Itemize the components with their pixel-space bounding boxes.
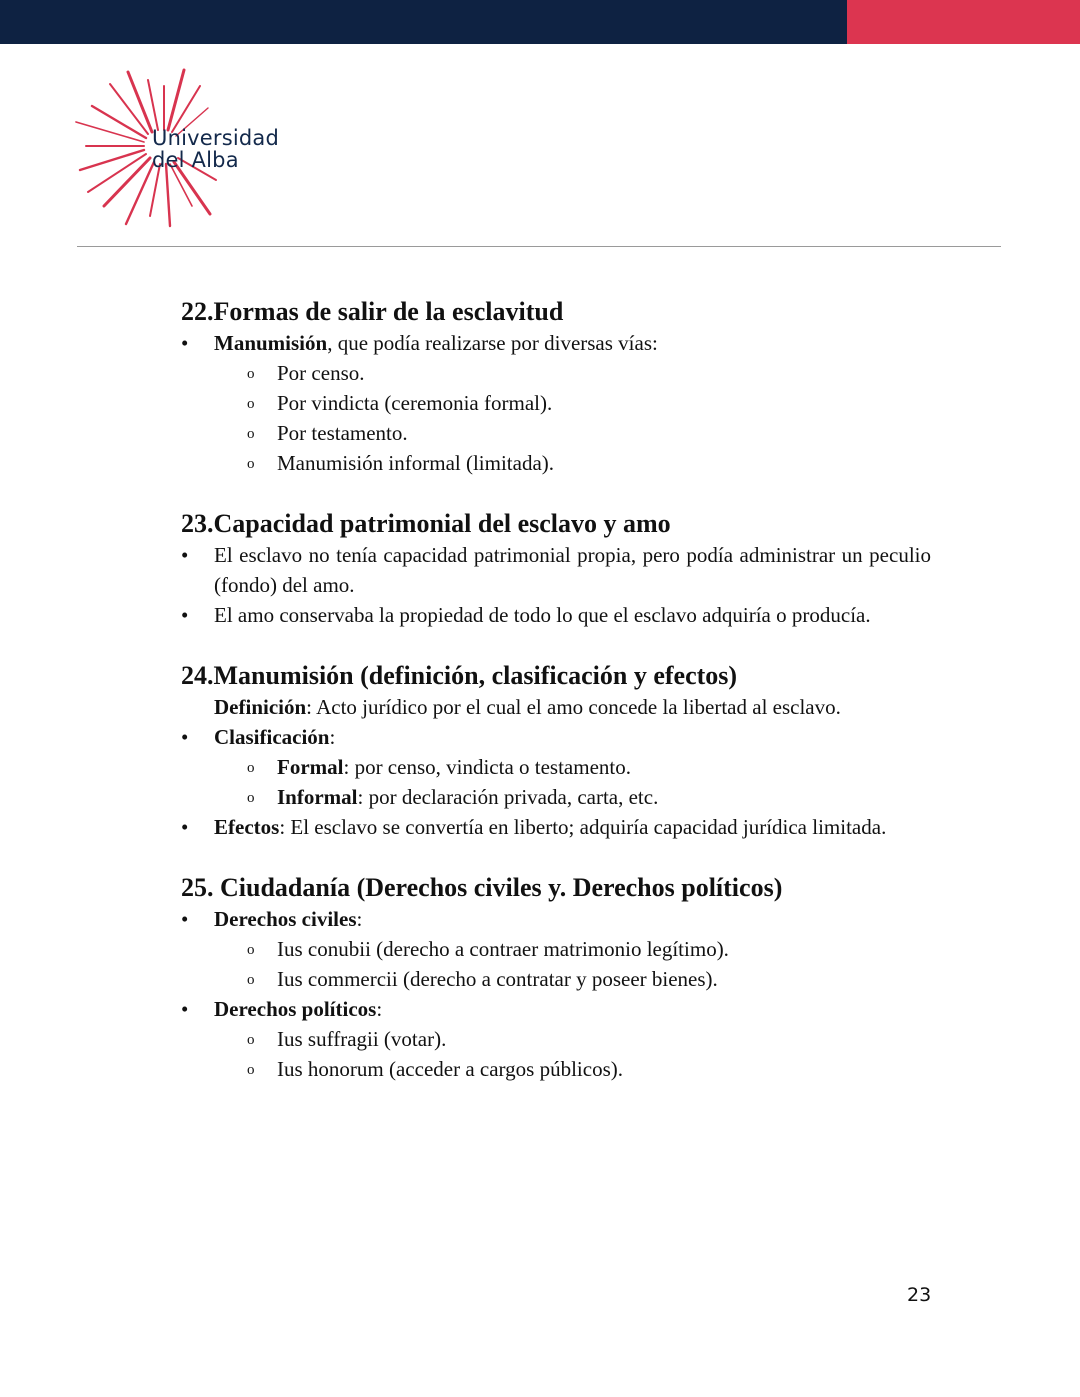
section-24 [181,660,931,842]
section-heading: 24.Manumisión (definición, clasificación y efectos) [181,661,738,690]
section-heading: 25. Ciudadanía (Derechos civiles y. Derechos políticos) [181,873,783,902]
section-25 [181,872,931,1084]
sub-bullet-item: o Ius conubii (derecho a contraer matrimonio legítimo). [181,934,931,964]
sub-bullet-item: o Manumisión informal (limitada). [181,448,931,478]
bullet-icon: • [181,603,189,627]
header-bar [0,0,1080,44]
bullet-icon: • [181,543,189,567]
bullet-icon: • [181,331,189,355]
section-22 [181,296,931,478]
sub-bullet-item: o Ius commercii (derecho a contratar y poseer bienes). [181,964,931,994]
sub-bullet-item: o Informal: por declaración privada, carta, etc. [181,782,931,812]
section-heading: 23.Capacidad patrimonial del esclavo y amo [181,509,671,538]
circle-bullet-icon: o [247,1032,255,1048]
circle-bullet-icon: o [247,366,255,382]
sub-bullet-item: o Por testamento. [181,418,931,448]
document-body [181,296,931,1114]
bullet-item: • Derechos políticos: [181,994,931,1024]
sub-bullet-item: o Por censo. [181,358,931,388]
bullet-icon: • [181,997,189,1021]
logo-line-1: Universidad [152,126,280,150]
university-logo-text [152,127,279,171]
definition-paragraph: Definición: Acto jurídico por el cual el amo concede la libertad al esclavo. [214,695,841,719]
circle-bullet-icon: o [247,456,255,472]
circle-bullet-icon: o [247,942,255,958]
circle-bullet-icon: o [247,396,255,412]
bullet-item: • Clasificación: [181,722,931,752]
bullet-item: • Efectos: El esclavo se convertía en liberto; adquiría capacidad jurídica limitada. [181,812,931,842]
circle-bullet-icon: o [247,426,255,442]
circle-bullet-icon: o [247,1062,255,1078]
bullet-item: • Derechos civiles: [181,904,931,934]
bullet-icon: • [181,907,189,931]
section-heading: 22.Formas de salir de la esclavitud [181,297,564,326]
bullet-item: • El esclavo no tenía capacidad patrimonial propia, pero podía administrar un peculio (fondo) del amo. [181,540,931,600]
page-number: 23 [907,1284,932,1306]
sub-bullet-item: o Ius honorum (acceder a cargos públicos). [181,1054,931,1084]
header-divider [77,246,1001,247]
circle-bullet-icon: o [247,972,255,988]
bullet-item: • Manumisión, que podía realizarse por diversas vías: [181,328,931,358]
section-23 [181,508,931,630]
sub-bullet-item: o Formal: por censo, vindicta o testamento. [181,752,931,782]
logo-line-2: del Alba [152,148,239,172]
circle-bullet-icon: o [247,760,255,776]
circle-bullet-icon: o [247,790,255,806]
header-accent-block [847,0,1080,44]
sub-bullet-item: o Ius suffragii (votar). [181,1024,931,1054]
bullet-icon: • [181,815,189,839]
sub-bullet-item: o Por vindicta (ceremonia formal). [181,388,931,418]
bullet-icon: • [181,725,189,749]
bullet-item: • El amo conservaba la propiedad de todo lo que el esclavo adquiría o producía. [181,600,931,630]
